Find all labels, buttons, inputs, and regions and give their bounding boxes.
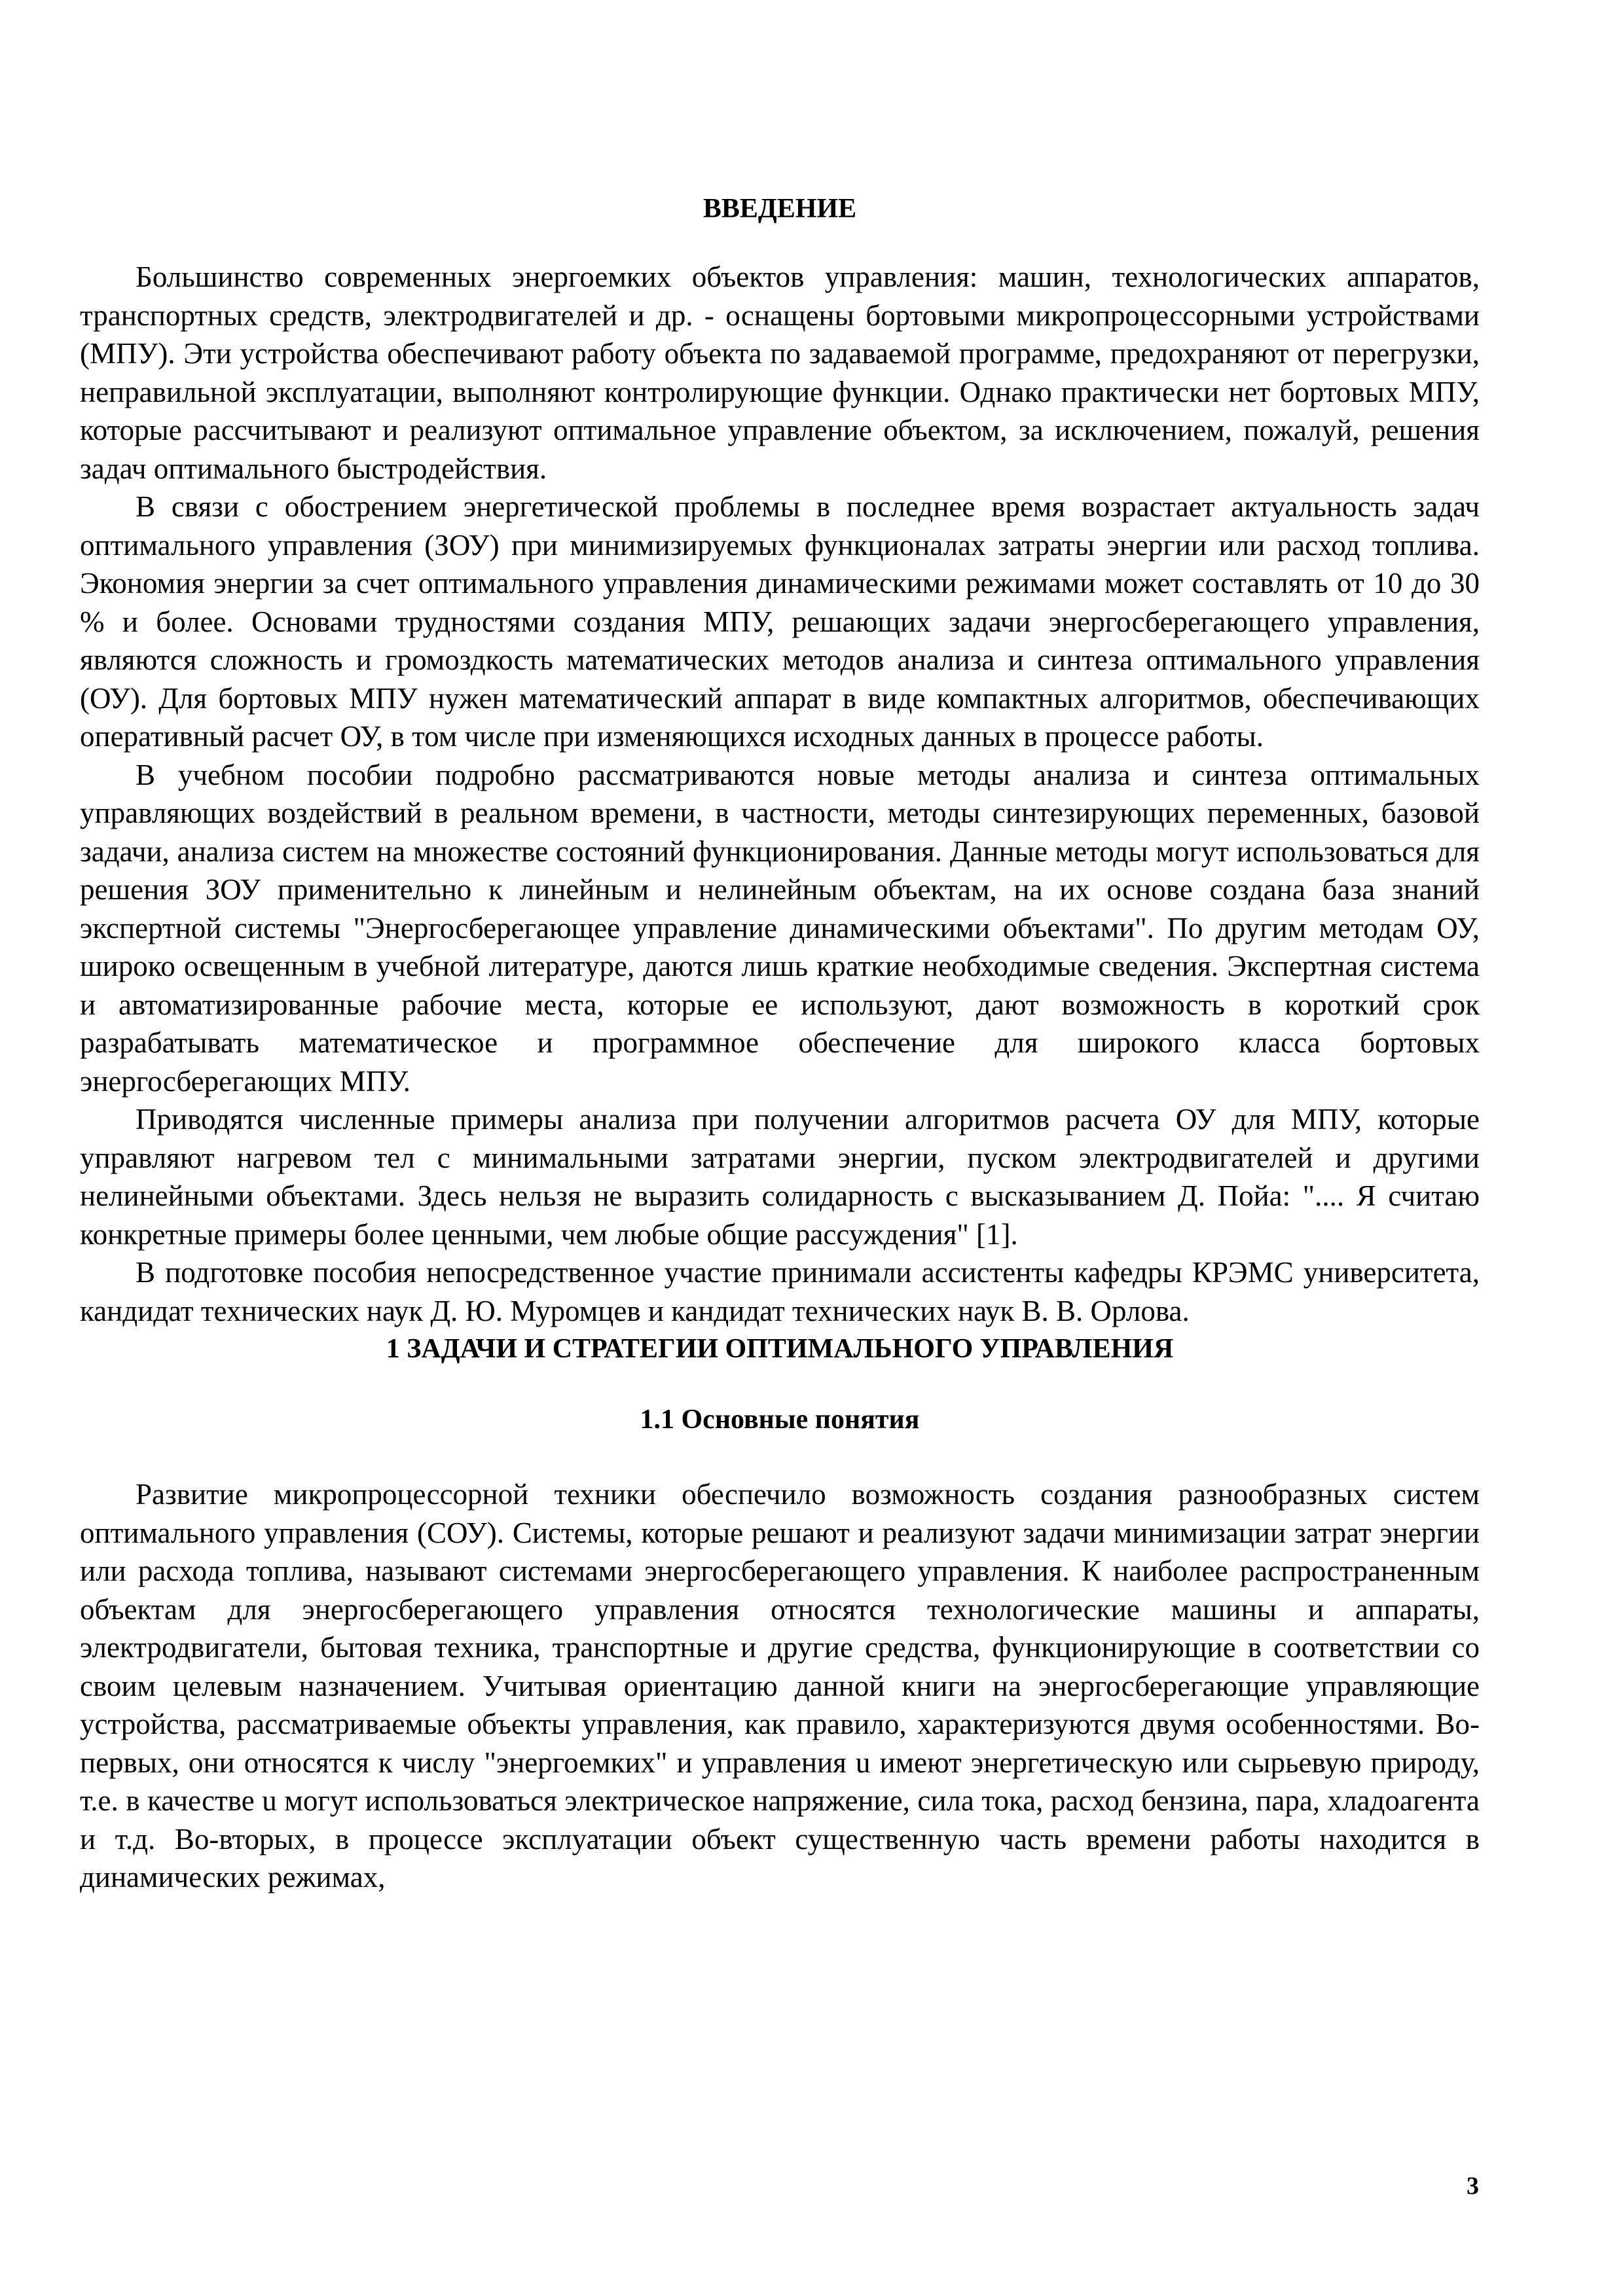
intro-paragraph-1: Большинство современных энергоемких объектов управления: машин, технологических аппаратов, транспортных средств, электродвигателей и др. - оснащены бортовыми микропроцессорными устройствами (МПУ). Эти устройства обеспечивают работу объекта по задаваемой программе, предохраняют от перегрузки, неправильной эксплуатации, выполняют контролирующие функции. Однако практически нет бортовых МПУ, которые рассчитывают и реализуют оптимальное управление объектом, за исключением, пожалуй, решения задач оптимального быстродействия. (80, 260, 1480, 485)
page-body (80, 190, 1480, 1897)
intro-paragraph-2: В связи с обострением энергетической проблемы в последнее время возрастает актуальность задач оптимального управления (ЗОУ) при минимизируемых функционалах затраты энергии или расход топлива. Экономия энергии за счет оптимального управления динамическими режимами может составлять от 10 до 30 % и более. Основами трудностями создания МПУ, решающих задачи энергосберегающего управления, являются сложность и громоздкость математических методов анализа и синтеза оптимального управления (ОУ). Для бортовых МПУ нужен математический аппарат в виде компактных алгоритмов, обеспечивающих оперативный расчет ОУ, в том числе при изменяющихся исходных данных в процессе работы. (80, 490, 1480, 753)
intro-paragraph-5: В подготовке пособия непосредственное участие принимали ассистенты кафедры КРЭМС университета, кандидат технических наук Д. Ю. Муромцев и кандидат технических наук В. В. Орлова. (80, 1256, 1480, 1327)
chapter-heading: 1 ЗАДАЧИ И СТРАТЕГИИ ОПТИМАЛЬНОГО УПРАВЛЕНИЯ (386, 1334, 1174, 1364)
intro-heading: ВВЕДЕНИЕ (702, 194, 857, 224)
intro-paragraph-3: В учебном пособии подробно рассматриваются новые методы анализа и синтеза оптимальных управляющих воздействий в реальном времени, в частности, методы синтезирующих переменных, базовой задачи, анализа систем на множестве состояний функционирования. Данные методы могут использоваться для решения ЗОУ применительно к линейным и нелинейным объектам, на их основе создана база знаний экспертной системы "Энергосберегающее управление динамическими объектами". По другим методам ОУ, широко освещенным в учебной литературе, даются лишь краткие необходимые сведения. Экспертная система и автоматизированные рабочие места, которые ее используют, дают возможность в короткий срок разрабатывать математическое и программное обеспечение для широкого класса бортовых энергосберегающих МПУ. (80, 758, 1480, 1098)
section-paragraph-1: Развитие микропроцессорной техники обеспечило возможность создания разнообразных систем оптимального управления (СОУ). Системы, которые решают и реализуют задачи минимизации затрат энергии или расхода топлива, называют системами энергосберегающего управления. К наиболее распространенным объектам для энергосберегающего управления относятся технологические машины и аппараты, электродвигатели, бытовая техника, транспортные и другие средства, функционирующие в соответствии со своим целевым назначением. Учитывая ориентацию данной книги на энергосберегающие управляющие устройства, рассматриваемые объекты управления, как правило, характеризуются двумя особенностями. Во-первых, они относятся к числу "энергоемких" и управления u имеют энергетическую или сырьевую природу, т.е. в качестве u могут использоваться электрическое напряжение, сила тока, расход бензина, пара, хладоагента и т.д. Во-вторых, в процессе эксплуатации объект существенную часть времени работы находится в динамических режимах, (80, 1478, 1480, 1893)
intro-paragraph-4: Приводятся численные примеры анализа при получении алгоритмов расчета ОУ для МПУ, которые управляют нагревом тел с минимальными затратами энергии, пуском электродвигателей и другими нелинейными объектами. Здесь нельзя не выразить солидарность с высказыванием Д. Пойа: ".... Я считаю конкретные примеры более ценными, чем любые общие рассуждения" [1]. (80, 1103, 1480, 1251)
section-heading: 1.1 Основные понятия (640, 1405, 920, 1435)
page-number: 3 (1467, 2172, 1479, 2200)
